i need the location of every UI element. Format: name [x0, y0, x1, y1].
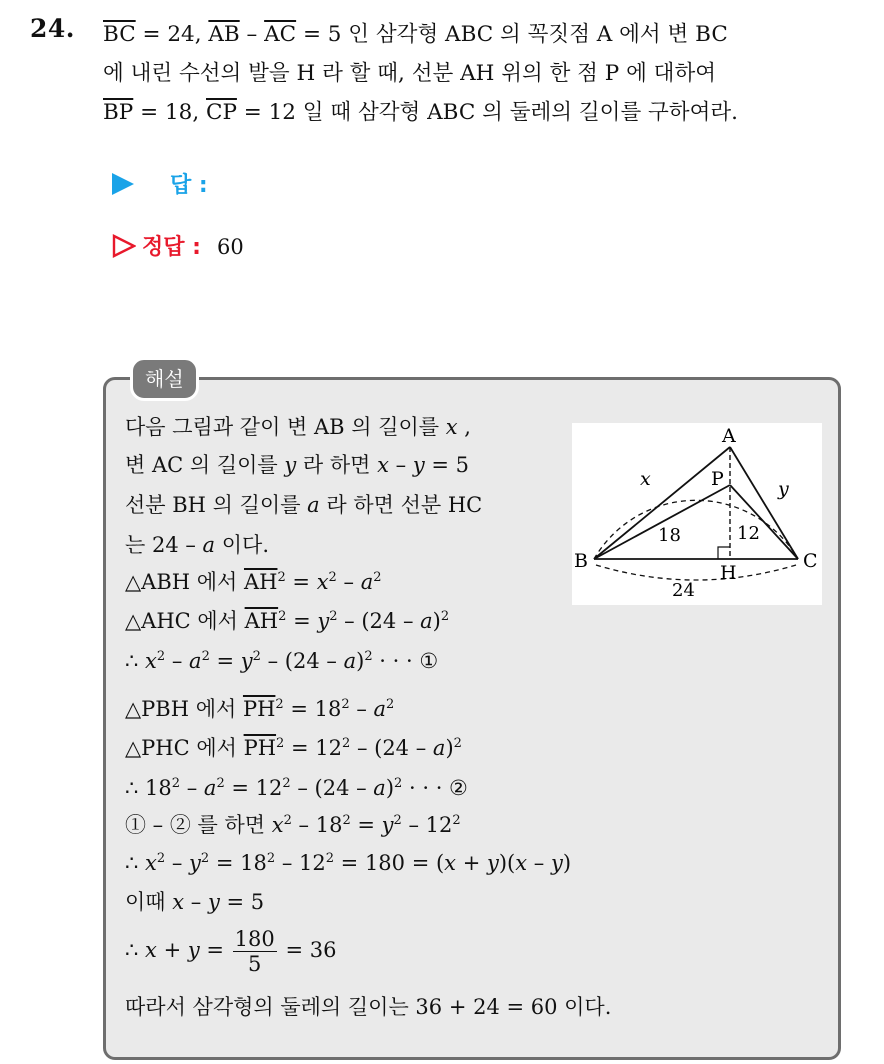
text: = 12 일 때 삼각형 ABC 의 둘레의 길이를 구하여라. — [236, 100, 738, 125]
text: = — [286, 609, 318, 633]
text: 이때 — [125, 890, 173, 914]
var: y — [189, 851, 201, 875]
text: = — [285, 570, 317, 594]
exp: 2 — [394, 775, 403, 791]
answer-row — [112, 168, 208, 199]
exp: 2 — [452, 812, 461, 828]
text: – — [239, 22, 265, 47]
solution-line — [125, 567, 382, 597]
question-line-2: 에 내린 수선의 발을 H 라 할 때, 선분 AH 위의 한 점 P 에 대하여 — [103, 61, 716, 86]
fraction — [233, 927, 277, 976]
label-x: x — [640, 468, 651, 490]
text: ) — [385, 776, 395, 800]
question-number: 24. — [30, 14, 75, 43]
var: y — [187, 938, 200, 962]
segment-bp — [594, 485, 730, 559]
text: △PHC 에서 — [125, 736, 244, 760]
segment-ah: $\overline{AH}$ — [243, 570, 278, 594]
text: ∴ — [125, 649, 146, 673]
triangle-outline-icon — [112, 234, 136, 258]
solution-line — [125, 810, 461, 840]
segment-ac: $\overline{AC}$ — [264, 22, 297, 47]
var: x — [172, 890, 185, 914]
exp: 2 — [440, 608, 450, 624]
text: – — [180, 776, 204, 800]
var: y — [207, 890, 220, 914]
var: a — [432, 736, 446, 760]
text: – — [184, 890, 208, 914]
text: – — [527, 851, 551, 875]
text: – — [165, 851, 190, 875]
question-line-1 — [103, 15, 873, 54]
text: )( — [498, 851, 516, 875]
segment-bc: $\overline{BC}$ — [103, 22, 136, 47]
text: – (24 – — [260, 649, 344, 673]
var: y — [317, 609, 330, 633]
text: 라 하면 — [296, 453, 378, 477]
exp: 2 — [276, 735, 285, 751]
var: a — [343, 649, 357, 673]
exp: 2 — [453, 735, 462, 751]
text: = 36 — [278, 938, 337, 962]
text: · · · ② — [402, 776, 468, 800]
solution-line — [125, 450, 469, 480]
text: = 5 인 삼각형 ABC 의 꼭짓점 A 에서 변 BC — [296, 22, 728, 47]
correct-answer-row — [112, 230, 244, 261]
denominator: 5 — [248, 952, 262, 976]
solution-line — [125, 412, 471, 442]
solution-line — [125, 694, 394, 724]
text: 는 24 – — [125, 533, 203, 557]
segment-ph: $\overline{PH}$ — [242, 697, 276, 721]
text: = 5 — [424, 453, 470, 477]
text: – — [349, 697, 374, 721]
exp: 2 — [342, 735, 351, 751]
label-cp-length: 12 — [737, 523, 760, 544]
text: = — [209, 649, 241, 673]
var: x — [316, 570, 329, 594]
exp: 2 — [328, 569, 337, 585]
text: ) — [562, 851, 572, 875]
right-angle-mark — [718, 547, 730, 559]
label-p: P — [711, 468, 724, 490]
text: · · · ① — [372, 649, 439, 673]
exp: 2 — [277, 569, 286, 585]
text: = 5 — [219, 890, 265, 914]
exp: 2 — [200, 850, 210, 866]
var: a — [189, 649, 202, 673]
var: a — [202, 533, 216, 557]
exp: 2 — [282, 775, 291, 791]
exp: 2 — [278, 608, 287, 624]
var: x — [145, 938, 157, 962]
text: ) — [445, 736, 454, 760]
text: , — [457, 415, 471, 439]
label-h: H — [720, 562, 737, 584]
text: △ABH 에서 — [125, 570, 244, 594]
text: △AHC 에서 — [125, 609, 245, 633]
text: – 12 — [401, 813, 453, 837]
text: ∴ 18 — [125, 776, 172, 800]
var: x — [377, 453, 389, 477]
exp: 2 — [393, 812, 402, 828]
text: 라 하면 선분 HC — [319, 493, 483, 517]
segment-bp: $\overline{BP}$ — [103, 100, 134, 125]
text: = 18 — [283, 697, 342, 721]
answer-label: 답 : — [170, 173, 208, 198]
text: ① – ② 를 하면 — [125, 813, 272, 837]
text: = 12 — [224, 776, 283, 800]
var: x — [515, 851, 528, 875]
text: 선분 BH 의 길이를 — [125, 493, 308, 517]
exp: 2 — [329, 608, 338, 624]
triangle-figure — [572, 423, 822, 605]
var: a — [203, 776, 217, 800]
solution-line — [125, 773, 468, 803]
segment-ph: $\overline{PH}$ — [243, 736, 277, 760]
exp: 2 — [325, 850, 334, 866]
question-text — [103, 15, 873, 132]
var: x — [145, 649, 157, 673]
var: y — [412, 453, 425, 477]
text: = 24, — [135, 22, 209, 47]
exp: 2 — [171, 775, 181, 791]
solution-line — [125, 887, 264, 917]
solution-line — [125, 733, 462, 763]
text: = — [350, 813, 382, 837]
exp: 2 — [275, 696, 284, 712]
text: ∴ — [125, 851, 146, 875]
correct-answer-label: 정답 : — [142, 235, 201, 260]
text: – (24 – — [337, 609, 421, 633]
var: a — [373, 697, 387, 721]
correct-answer-value: 60 — [216, 235, 244, 259]
dashed-bottom-curve — [596, 565, 796, 580]
exp: 2 — [266, 850, 276, 866]
var: a — [307, 493, 320, 517]
text: – (24 – — [290, 776, 374, 800]
text: 다음 그림과 같이 변 AB 의 길이를 — [125, 415, 446, 439]
text: = 12 — [284, 736, 342, 760]
label-a: A — [722, 425, 736, 447]
exp: 2 — [216, 775, 225, 791]
solution-tag: 해설 — [130, 357, 199, 401]
triangle-diagram — [572, 423, 822, 605]
label-y: y — [778, 478, 789, 500]
text: ) — [432, 609, 441, 633]
exp: 2 — [342, 812, 351, 828]
var: a — [360, 570, 374, 594]
text: 이다. — [215, 533, 270, 557]
segment-ab: $\overline{AB}$ — [208, 22, 240, 47]
var: y — [240, 649, 253, 673]
label-c: C — [803, 550, 818, 572]
text: – 18 — [291, 813, 343, 837]
var: x — [145, 851, 157, 875]
text: = 180 = ( — [334, 851, 445, 875]
exp: 2 — [201, 648, 210, 664]
var: y — [550, 851, 563, 875]
text: △PBH 에서 — [125, 697, 243, 721]
exp: 2 — [283, 812, 292, 828]
text: – 12 — [275, 851, 326, 875]
var: x — [271, 813, 284, 837]
text: – — [388, 453, 413, 477]
exp: 2 — [373, 569, 382, 585]
text: ) — [356, 649, 365, 673]
solution-line — [125, 490, 482, 520]
segment-ah: $\overline{AH}$ — [244, 609, 279, 633]
var: a — [373, 776, 386, 800]
exp: 2 — [156, 850, 166, 866]
exp: 2 — [386, 696, 395, 712]
exp: 2 — [252, 648, 261, 664]
text: + — [156, 938, 188, 962]
label-b: B — [574, 550, 588, 572]
text: – (24 – — [350, 736, 433, 760]
exp: 2 — [341, 696, 350, 712]
var: y — [284, 453, 297, 477]
var: a — [420, 609, 433, 633]
solution-line: 따라서 삼각형의 둘레의 길이는 36 + 24 = 60 이다. — [125, 995, 612, 1019]
var: y — [381, 813, 394, 837]
label-bp-length: 18 — [658, 525, 681, 546]
play-triangle-icon — [112, 173, 134, 195]
segment-cp: $\overline{CP}$ — [206, 100, 237, 125]
exp: 2 — [156, 648, 166, 664]
numerator: 180 — [234, 926, 275, 951]
var: x — [444, 851, 457, 875]
solution-line — [125, 606, 449, 636]
exp: 2 — [364, 648, 373, 664]
text: ∴ — [125, 938, 146, 962]
solution-line — [125, 646, 438, 676]
text: – — [336, 570, 361, 594]
question-line-3 — [103, 93, 873, 132]
var: y — [486, 851, 499, 875]
text: + — [456, 851, 487, 875]
label-bc-length: 24 — [672, 580, 695, 601]
text: = 18 — [209, 851, 267, 875]
solution-line — [125, 530, 269, 560]
text: = — [199, 938, 231, 962]
solution-line — [125, 924, 336, 976]
text: = 18, — [133, 100, 206, 125]
text: – — [165, 649, 190, 673]
solution-line — [125, 848, 571, 878]
var: x — [445, 415, 458, 439]
text: 변 AC 의 길이를 — [125, 453, 285, 477]
